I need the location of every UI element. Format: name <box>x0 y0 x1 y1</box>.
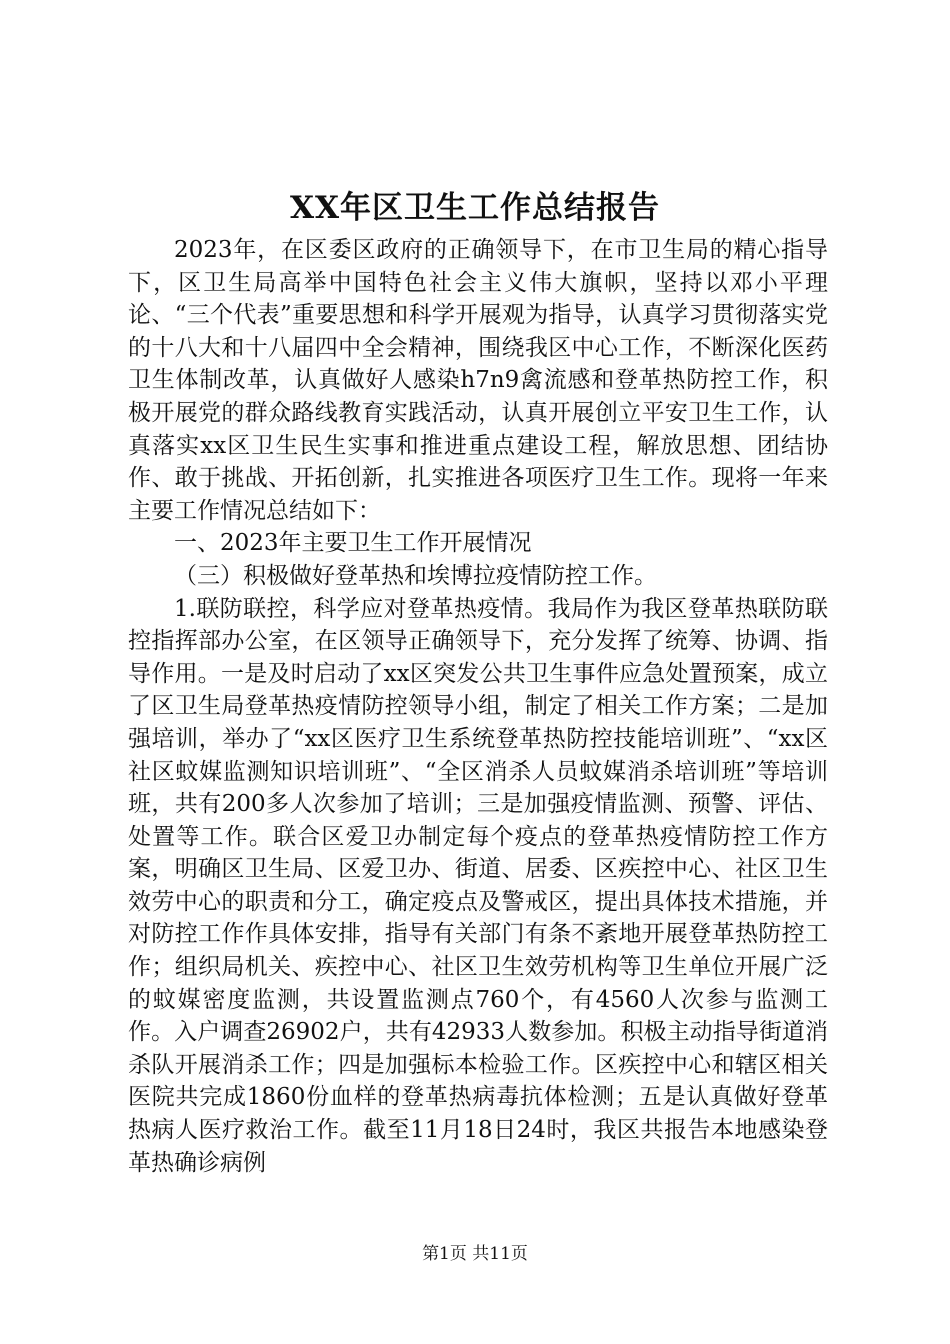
document-body <box>128 234 828 1179</box>
section-heading: 一、2023年主要卫生工作开展情况 <box>174 530 532 557</box>
document-title: XX年区卫生工作总结报告 <box>289 190 661 226</box>
intro-paragraph: 2023年，在区委区政府的正确领导下，在市卫生局的精心指导下，区卫生局高举中国特色社会主义伟大旗帜，坚持以邓小平理论、“三个代表”重要思想和科学开展观为指导，认真学习贯彻落实党的十八大和十八届四中全会精神，围绕我区中心工作，不断深化医药卫生体制改革，认真做好人感染h7n9禽流感和登革热防控工作，积极开展党的群众路线教育实践活动，认真开展创立平安卫生工作，认真落实xx区卫生民生实事和推进重点建设工程，解放思想、团结协作、敢于挑战、开拓创新，扎实推进各项医疗卫生工作。现将一年来主要工作情况总结如下： <box>128 237 828 524</box>
page-number: 第1页 共11页 <box>422 1244 528 1264</box>
dengue-control-paragraph: 1.联防联控，科学应对登革热疫情。我局作为我区登革热联防联控指挥部办公室，在区领导正确领导下，充分发挥了统筹、协调、指导作用。一是及时启动了xx区突发公共卫生事件应急处置预案，成立了区卫生局登革热疫情防控领导小组，制定了相关工作方案；二是加强培训，举办了“xx区医疗卫生系统登革热防控技能培训班”、“xx区社区蚊媒监测知识培训班”、“全区消杀人员蚊媒消杀培训班”等培训班，共有200多人次参加了培训；三是加强疫情监测、预警、评估、处置等工作。联合区爱卫办制定每个疫点的登革热疫情防控工作方案，明确区卫生局、区爱卫办、街道、居委、区疾控中心、社区卫生效劳中心的职责和分工，确定疫点及警戒区，提出具体技术措施，并对防控工作作具体安排，指导有关部门有条不紊地开展登革热防控工作；组织局机关、疾控中心、社区卫生效劳机构等卫生单位开展广泛的蚊媒密度监测，共设置监测点760个，有4560人次参与监测工作。入户调查26902户，共有42933人数参加。积极主动指导街道消杀队开展消杀工作；四是加强标本检验工作。区疾控中心和辖区相关医院共完成1860份血样的登革热病毒抗体检测；五是认真做好登革热病人医疗救治工作。截至11月18日24时，我区共报告本地感染登革热确诊病例 <box>128 595 828 1176</box>
subsection-heading: （三）积极做好登革热和埃博拉疫情防控工作。 <box>174 562 657 589</box>
page-footer <box>0 1242 950 1266</box>
